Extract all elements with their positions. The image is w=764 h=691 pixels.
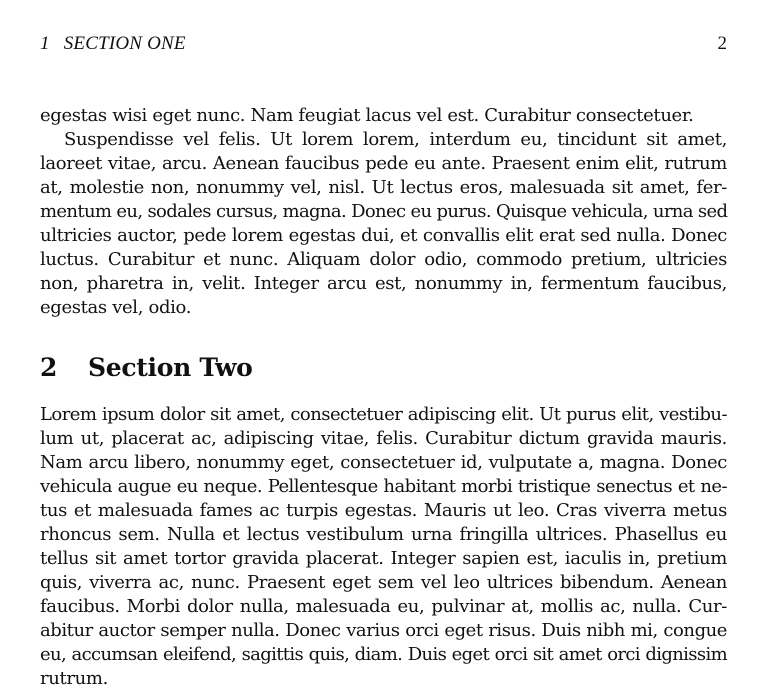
paragraph-line: laoreet vitae, arcu. Aenean faucibus pede eu ante. Praesent enim elit, rutrum xyxy=(40,153,727,174)
paragraph-line: luctus. Curabitur et nunc. Aliquam dolor odio, commodo pretium, ultricies xyxy=(40,249,727,270)
paragraph-line: lum ut, placerat ac, adipiscing vitae, felis. Curabitur dictum gravida mauris. xyxy=(40,428,727,449)
paragraph-line: eu, accumsan eleifend, sagittis quis, diam. Duis eget orci sit amet orci dignissim xyxy=(40,644,727,665)
section-heading xyxy=(40,352,253,384)
section-two-body xyxy=(40,403,727,691)
paragraph-line: Nam arcu libero, nonummy eget, consectetuer id, vulputate a, magna. Donec xyxy=(40,452,727,473)
page-number: 2 xyxy=(717,33,727,54)
running-head-section-number: 1 xyxy=(40,33,50,54)
paragraph-line: mentum eu, sodales cursus, magna. Donec eu purus. Quisque vehicula, urna sed xyxy=(40,201,728,222)
paragraph-line: faucibus. Morbi dolor nulla, malesuada eu, pulvinar at, mollis ac, nulla. Cur- xyxy=(40,596,727,617)
paragraph-line: tellus sit amet tortor gravida placerat. Integer sapien est, iaculis in, pretium xyxy=(40,548,727,569)
paragraph-line: rhoncus sem. Nulla et lectus vestibulum urna fringilla ultrices. Phasellus eu xyxy=(40,524,727,545)
paragraph-line: at, molestie non, nonummy vel, nisl. Ut lectus eros, malesuada sit amet, fer- xyxy=(40,177,727,198)
paragraph-line: egestas vel, odio. xyxy=(40,297,192,318)
section-heading-number: 2 xyxy=(40,353,58,382)
paragraph-line: non, pharetra in, velit. Integer arcu est, nonummy in, fermentum faucibus, xyxy=(40,273,727,294)
paragraph-line: quis, viverra ac, nunc. Praesent eget sem vel leo ultrices bibendum. Aenean xyxy=(40,572,727,593)
paragraph-line: ultricies auctor, pede lorem egestas dui, et convallis elit erat sed nulla. Donec xyxy=(40,225,727,246)
paragraph-line: egestas wisi eget nunc. Nam feugiat lacus vel est. Curabitur consectetuer. xyxy=(40,105,694,126)
section-one-body xyxy=(40,104,727,320)
running-head-section xyxy=(40,33,186,54)
running-head-section-title: SECTION ONE xyxy=(63,33,186,54)
paragraph-line: tus et malesuada fames ac turpis egestas. Mauris ut leo. Cras viverra metus xyxy=(40,500,727,521)
running-head xyxy=(40,33,727,55)
paragraph-line: vehicula augue eu neque. Pellentesque habitant morbi tristique senectus et ne- xyxy=(40,476,727,497)
section-heading-title: Section Two xyxy=(88,353,253,382)
paragraph-line: abitur auctor semper nulla. Donec varius orci eget risus. Duis nibh mi, congue xyxy=(40,620,727,641)
paragraph-line: Suspendisse vel felis. Ut lorem lorem, interdum eu, tincidunt sit amet, xyxy=(64,129,727,150)
paragraph-line: rutrum. xyxy=(40,668,108,689)
paragraph-line: Lorem ipsum dolor sit amet, consectetuer adipiscing elit. Ut purus elit, vestibu- xyxy=(40,404,727,425)
